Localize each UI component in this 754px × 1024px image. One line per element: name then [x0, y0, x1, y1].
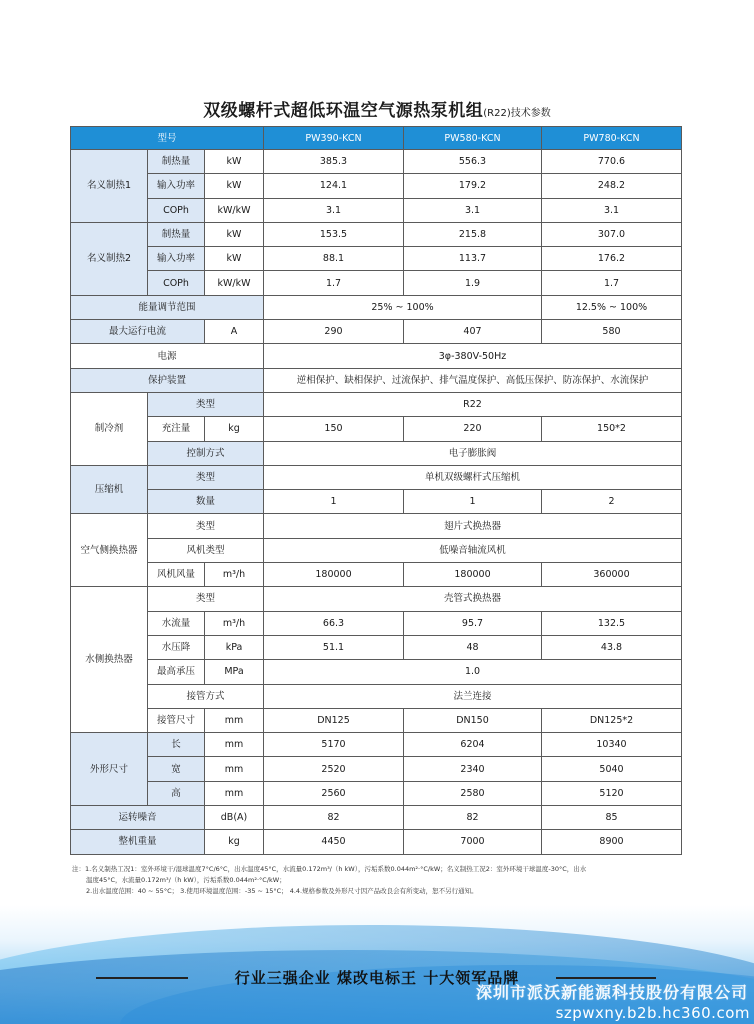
- value-cell: 1.9: [404, 271, 542, 295]
- table-row: [71, 417, 682, 441]
- document-title: [0, 96, 754, 121]
- value-cell: 88.1: [264, 247, 404, 271]
- value-cell: 5170: [264, 733, 404, 757]
- value-cell: 1.7: [542, 271, 682, 295]
- value-cell: 180000: [404, 563, 542, 587]
- group-label: 压缩机: [71, 465, 148, 514]
- table-row: [71, 538, 682, 562]
- row-label: 长: [148, 733, 205, 757]
- value-cell: 113.7: [404, 247, 542, 271]
- value-cell: 4450: [264, 830, 404, 854]
- value-cell: 电子膨胀阀: [264, 441, 682, 465]
- value-cell: 360000: [542, 563, 682, 587]
- unit-cell: kW: [205, 150, 264, 174]
- value-cell: 2: [542, 490, 682, 514]
- spec-table: [70, 126, 682, 855]
- row-label: 风机类型: [148, 538, 264, 562]
- value-cell: 290: [264, 320, 404, 344]
- value-cell: 150*2: [542, 417, 682, 441]
- value-cell: 3φ-380V-50Hz: [264, 344, 682, 368]
- table-row: [71, 563, 682, 587]
- value-cell: 5040: [542, 757, 682, 781]
- unit-cell: kW/kW: [205, 198, 264, 222]
- value-cell: 43.8: [542, 635, 682, 659]
- row-label: 接管方式: [148, 684, 264, 708]
- value-cell: 单机双级螺杆式压缩机: [264, 465, 682, 489]
- table-header-row: [71, 127, 682, 150]
- value-cell: 5120: [542, 781, 682, 805]
- unit-cell: kW: [205, 222, 264, 246]
- unit-cell: kg: [205, 830, 264, 854]
- company-name: 深圳市派沃新能源科技股份有限公司: [475, 983, 748, 1002]
- value-cell: 3.1: [404, 198, 542, 222]
- value-cell: 385.3: [264, 150, 404, 174]
- table-row: [71, 271, 682, 295]
- value-cell: 307.0: [542, 222, 682, 246]
- value-cell: 10340: [542, 733, 682, 757]
- table-row: [71, 344, 682, 368]
- row-label: 最大运行电流: [71, 320, 205, 344]
- value-cell: 7000: [404, 830, 542, 854]
- row-label: 接管尺寸: [148, 708, 205, 732]
- group-label: 外形尺寸: [71, 733, 148, 806]
- value-cell: 407: [404, 320, 542, 344]
- row-label: 制热量: [148, 222, 205, 246]
- table-row: [71, 490, 682, 514]
- value-cell: 51.1: [264, 635, 404, 659]
- value-cell: R22: [264, 392, 682, 416]
- value-cell: 556.3: [404, 150, 542, 174]
- unit-cell: mm: [205, 733, 264, 757]
- value-cell: 1: [264, 490, 404, 514]
- footnotes: [72, 864, 692, 897]
- value-cell: 580: [542, 320, 682, 344]
- table-row: [71, 441, 682, 465]
- value-cell: 48: [404, 635, 542, 659]
- value-cell: 1: [404, 490, 542, 514]
- row-label: 输入功率: [148, 174, 205, 198]
- group-label: 名义制热1: [71, 150, 148, 223]
- table-row: [71, 320, 682, 344]
- title-main: 双级螺杆式超低环温空气源热泵机组: [203, 101, 484, 121]
- value-cell: 179.2: [404, 174, 542, 198]
- footer-banner: [0, 905, 754, 1024]
- value-cell: 248.2: [542, 174, 682, 198]
- table-row: [71, 295, 682, 319]
- value-cell: 95.7: [404, 611, 542, 635]
- value-cell: DN125*2: [542, 708, 682, 732]
- value-cell: 6204: [404, 733, 542, 757]
- footnote-line: 温度45°C，水流量0.172m³/（h kW），污垢系数0.044m²·°C/kW；: [86, 876, 286, 884]
- row-label: 水流量: [148, 611, 205, 635]
- unit-cell: A: [205, 320, 264, 344]
- row-label: 输入功率: [148, 247, 205, 271]
- unit-cell: mm: [205, 781, 264, 805]
- group-label: 制冷剂: [71, 392, 148, 465]
- value-cell: 82: [404, 806, 542, 830]
- unit-cell: kW: [205, 174, 264, 198]
- table-row: [71, 392, 682, 416]
- value-cell: 壳管式换热器: [264, 587, 682, 611]
- row-label: 最高承压: [148, 660, 205, 684]
- row-label: 类型: [148, 392, 264, 416]
- table-row: [71, 830, 682, 854]
- row-label: COPh: [148, 271, 205, 295]
- unit-cell: mm: [205, 757, 264, 781]
- header-model: PW780-KCN: [542, 127, 682, 150]
- table-row: [71, 635, 682, 659]
- table-row: [71, 198, 682, 222]
- row-label: 整机重量: [71, 830, 205, 854]
- value-cell: 132.5: [542, 611, 682, 635]
- value-cell: 124.1: [264, 174, 404, 198]
- row-label: 水压降: [148, 635, 205, 659]
- row-label: COPh: [148, 198, 205, 222]
- value-cell: 3.1: [264, 198, 404, 222]
- value-cell: 翅片式换热器: [264, 514, 682, 538]
- unit-cell: kPa: [205, 635, 264, 659]
- row-label: 类型: [148, 514, 264, 538]
- value-cell: 3.1: [542, 198, 682, 222]
- group-label: 名义制热2: [71, 222, 148, 295]
- row-label: 风机风量: [148, 563, 205, 587]
- value-cell: DN150: [404, 708, 542, 732]
- value-cell: 2340: [404, 757, 542, 781]
- unit-cell: m³/h: [205, 563, 264, 587]
- table-row: [71, 660, 682, 684]
- unit-cell: MPa: [205, 660, 264, 684]
- header-model-label: 型号: [71, 127, 264, 150]
- unit-cell: dB(A): [205, 806, 264, 830]
- row-label: 制热量: [148, 150, 205, 174]
- table-row: [71, 684, 682, 708]
- unit-cell: kW: [205, 247, 264, 271]
- row-label: 保护装置: [71, 368, 264, 392]
- value-cell: 2520: [264, 757, 404, 781]
- group-label: 水侧换热器: [71, 587, 148, 733]
- unit-cell: mm: [205, 708, 264, 732]
- unit-cell: kW/kW: [205, 271, 264, 295]
- value-cell: 153.5: [264, 222, 404, 246]
- table-row: [71, 733, 682, 757]
- table-row: [71, 781, 682, 805]
- row-label: 运转噪音: [71, 806, 205, 830]
- table-row: [71, 247, 682, 271]
- value-cell: 2580: [404, 781, 542, 805]
- table-row: [71, 806, 682, 830]
- value-cell: 低噪音轴流风机: [264, 538, 682, 562]
- value-cell: DN125: [264, 708, 404, 732]
- value-cell: 220: [404, 417, 542, 441]
- table-row: [71, 611, 682, 635]
- group-label: 空气侧换热器: [71, 514, 148, 587]
- value-cell: 1.7: [264, 271, 404, 295]
- value-cell: 215.8: [404, 222, 542, 246]
- value-cell: 2560: [264, 781, 404, 805]
- table-row: [71, 150, 682, 174]
- unit-cell: kg: [205, 417, 264, 441]
- header-model: PW390-KCN: [264, 127, 404, 150]
- header-model: PW580-KCN: [404, 127, 542, 150]
- row-label: 宽: [148, 757, 205, 781]
- value-cell: 770.6: [542, 150, 682, 174]
- row-label: 数量: [148, 490, 264, 514]
- table-row: [71, 757, 682, 781]
- row-label: 高: [148, 781, 205, 805]
- table-row: [71, 465, 682, 489]
- value-cell: 85: [542, 806, 682, 830]
- value-cell: 法兰连接: [264, 684, 682, 708]
- value-cell: 66.3: [264, 611, 404, 635]
- table-row: [71, 174, 682, 198]
- title-sub: (R22)技术参数: [483, 108, 551, 119]
- row-label: 类型: [148, 465, 264, 489]
- value-cell: 8900: [542, 830, 682, 854]
- value-cell: 82: [264, 806, 404, 830]
- row-label: 能量调节范围: [71, 295, 264, 319]
- row-label: 控制方式: [148, 441, 264, 465]
- value-cell: 1.0: [264, 660, 682, 684]
- row-label: 充注量: [148, 417, 205, 441]
- row-label: 电源: [71, 344, 264, 368]
- footer-url: szpwxny.b2b.hc360.com: [555, 1004, 750, 1022]
- table-row: [71, 708, 682, 732]
- value-cell: 12.5% ~ 100%: [542, 295, 682, 319]
- table-row: [71, 514, 682, 538]
- value-cell: 176.2: [542, 247, 682, 271]
- value-cell: 180000: [264, 563, 404, 587]
- footnote-line: 注：1.名义制热工况1：室外环境干/湿球温度7°C/6°C，出水温度45°C，水流量0.172m³/（h kW），污垢系数0.044m²·°C/kW；名义制热工况2：室外环境干球温度-30°C，出水: [72, 865, 587, 873]
- table-row: [71, 222, 682, 246]
- table-row: [71, 587, 682, 611]
- footnote-line: 2.出水温度范围：40 ~ 55°C； 3.使用环境温度范围：-35 ~ 15°C； 4.4.规格参数及外形尺寸因产品改良会有所变动，恕不另行通知。: [86, 887, 478, 895]
- value-cell: 逆相保护、缺相保护、过流保护、排气温度保护、高低压保护、防冻保护、水流保护: [264, 368, 682, 392]
- value-cell: 150: [264, 417, 404, 441]
- table-row: [71, 368, 682, 392]
- value-cell: 25% ~ 100%: [264, 295, 542, 319]
- unit-cell: m³/h: [205, 611, 264, 635]
- footer-slogan: 行业三强企业 煤改电标王 十大领军品牌: [234, 969, 520, 987]
- row-label: 类型: [148, 587, 264, 611]
